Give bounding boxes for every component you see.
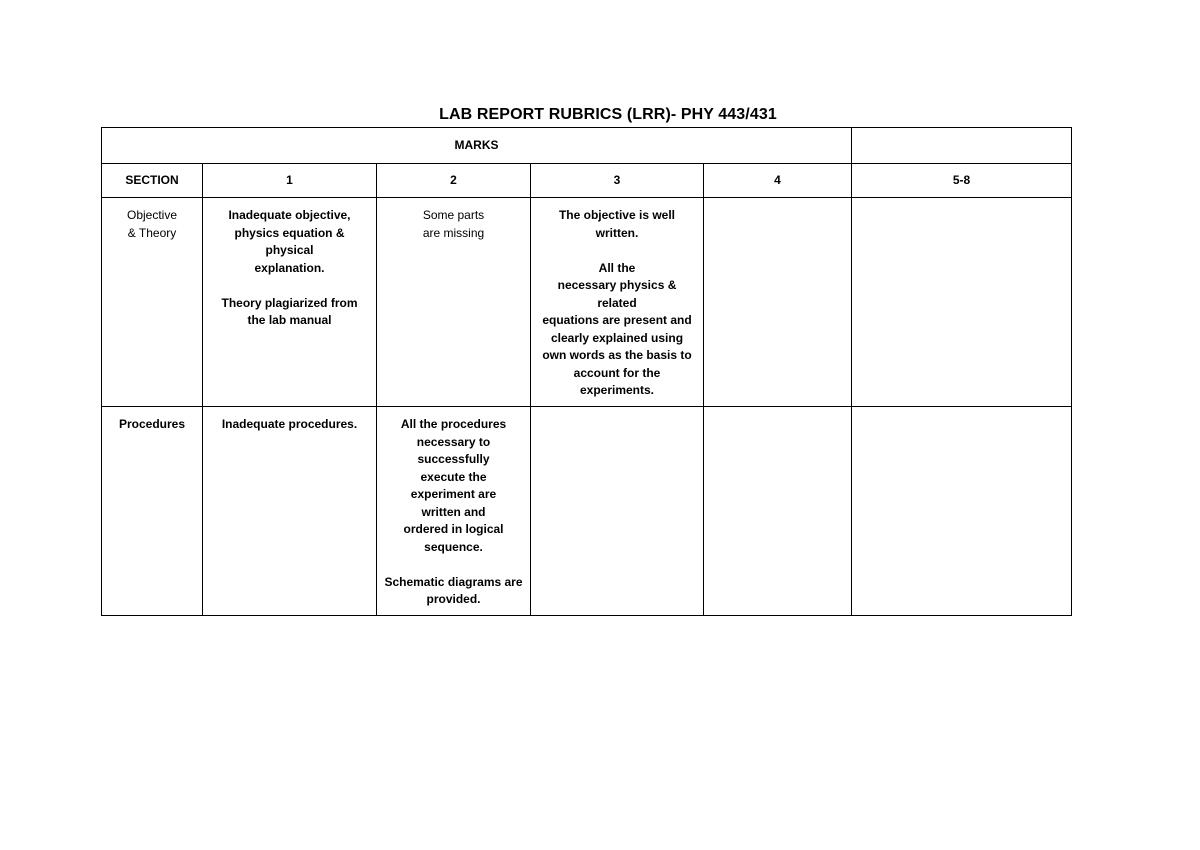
rubric-table (101, 127, 1072, 616)
table-row (102, 407, 1072, 616)
column-header-3: 3 (531, 164, 704, 198)
document-title: LAB REPORT RUBRICS (LRR)- PHY 443/431 (439, 106, 777, 123)
rubric-cell: Inadequate objective, physics equation & physical explanation. Theory plagiarized from the lab manual (203, 198, 377, 407)
rubric-cell (852, 198, 1072, 407)
rubric-cell: The objective is well written. All the necessary physics & related equations are present and clearly explained using own words as the basis to account for the experiments. (531, 198, 704, 407)
rubric-cell: Inadequate procedures. (203, 407, 377, 616)
rubric-cell (852, 407, 1072, 616)
rubric-cell (531, 407, 704, 616)
column-header-1: 1 (203, 164, 377, 198)
column-header-4: 4 (704, 164, 852, 198)
column-header-row (102, 164, 1072, 198)
rubric-cell (704, 198, 852, 407)
rubric-cell: All the procedures necessary to successfully execute the experiment are written and ordered in logical sequence. Schematic diagrams are provided. (377, 407, 531, 616)
marks-header-cell: MARKS (102, 128, 852, 164)
marks-right-cell (852, 128, 1072, 164)
table-row (102, 198, 1072, 407)
column-header-2: 2 (377, 164, 531, 198)
rubric-cell: Some parts are missing (377, 198, 531, 407)
marks-header-row (102, 128, 1072, 164)
column-header-section: SECTION (102, 164, 203, 198)
section-cell-procedures: Procedures (102, 407, 203, 616)
section-cell-objective-theory: Objective & Theory (102, 198, 203, 407)
column-header-5-8: 5-8 (852, 164, 1072, 198)
rubric-cell (704, 407, 852, 616)
